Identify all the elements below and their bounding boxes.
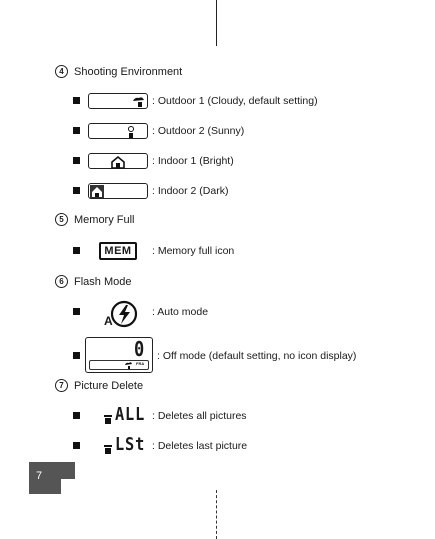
outdoor-cloudy-icon (88, 93, 148, 109)
section-number: 4 (55, 65, 68, 78)
section-memory-full (55, 213, 135, 226)
bullet (73, 157, 80, 164)
bullet (73, 187, 80, 194)
section-number: 5 (55, 213, 68, 226)
top-divider-line (216, 0, 217, 46)
section-picture-delete (55, 379, 143, 392)
dark-house-icon (89, 184, 149, 200)
bullet (73, 352, 80, 359)
bullet (73, 442, 80, 449)
bullet (73, 127, 80, 134)
auto-mode-desc: : Auto mode (152, 306, 209, 318)
house-icon (89, 154, 149, 170)
bullet (73, 97, 80, 104)
delete-all-desc: : Deletes all pictures (152, 410, 247, 422)
bullet (73, 412, 80, 419)
section-flash-mode (55, 275, 131, 288)
section-title: Shooting Environment (74, 65, 183, 78)
sun-person-icon (89, 124, 149, 140)
delete-all-icon (103, 406, 151, 426)
outdoor1-desc: : Outdoor 1 (Cloudy, default setting) (152, 95, 318, 107)
section-number: 6 (55, 275, 68, 288)
section-number: 7 (55, 379, 68, 392)
trash-icon (103, 414, 113, 424)
flash-auto-icon (104, 300, 140, 330)
lcd-display-icon (85, 337, 153, 373)
bottom-divider-line (216, 490, 217, 539)
bullet (73, 247, 80, 254)
outdoor2-desc: : Outdoor 2 (Sunny) (152, 125, 245, 137)
indoor2-desc: : Indoor 2 (Dark) (152, 185, 229, 197)
section-title: Flash Mode (74, 275, 132, 288)
delete-last-desc: : Deletes last picture (152, 440, 248, 452)
lcd-small-label: FRA (136, 361, 145, 366)
indoor-bright-icon (88, 153, 148, 169)
page-number: 7 (35, 470, 43, 482)
outdoor-sunny-icon (88, 123, 148, 139)
off-mode-desc: : Off mode (default setting, no icon display) (157, 350, 357, 362)
cloud-person-icon (89, 94, 149, 110)
lcd-digit: 0 (134, 337, 146, 361)
indoor-dark-icon (88, 183, 148, 199)
section-title: Picture Delete (74, 379, 144, 392)
lcd-lower-box (89, 360, 149, 370)
delete-last-icon (103, 436, 151, 456)
section-title: Memory Full (74, 213, 135, 226)
section-shooting-environment (55, 65, 182, 78)
lcd-all-text: ALL (115, 404, 146, 425)
bullet (73, 308, 80, 315)
page-number-tab-extension (45, 462, 75, 479)
flash-auto-letter: A (104, 314, 113, 328)
lcd-lst-text: LSt (115, 434, 146, 455)
memory-full-icon: MEM (99, 242, 137, 260)
memory-icon-desc: : Memory full icon (152, 245, 235, 257)
cloud-person-icon (124, 361, 134, 369)
trash-icon (103, 444, 113, 454)
indoor1-desc: : Indoor 1 (Bright) (152, 155, 234, 167)
